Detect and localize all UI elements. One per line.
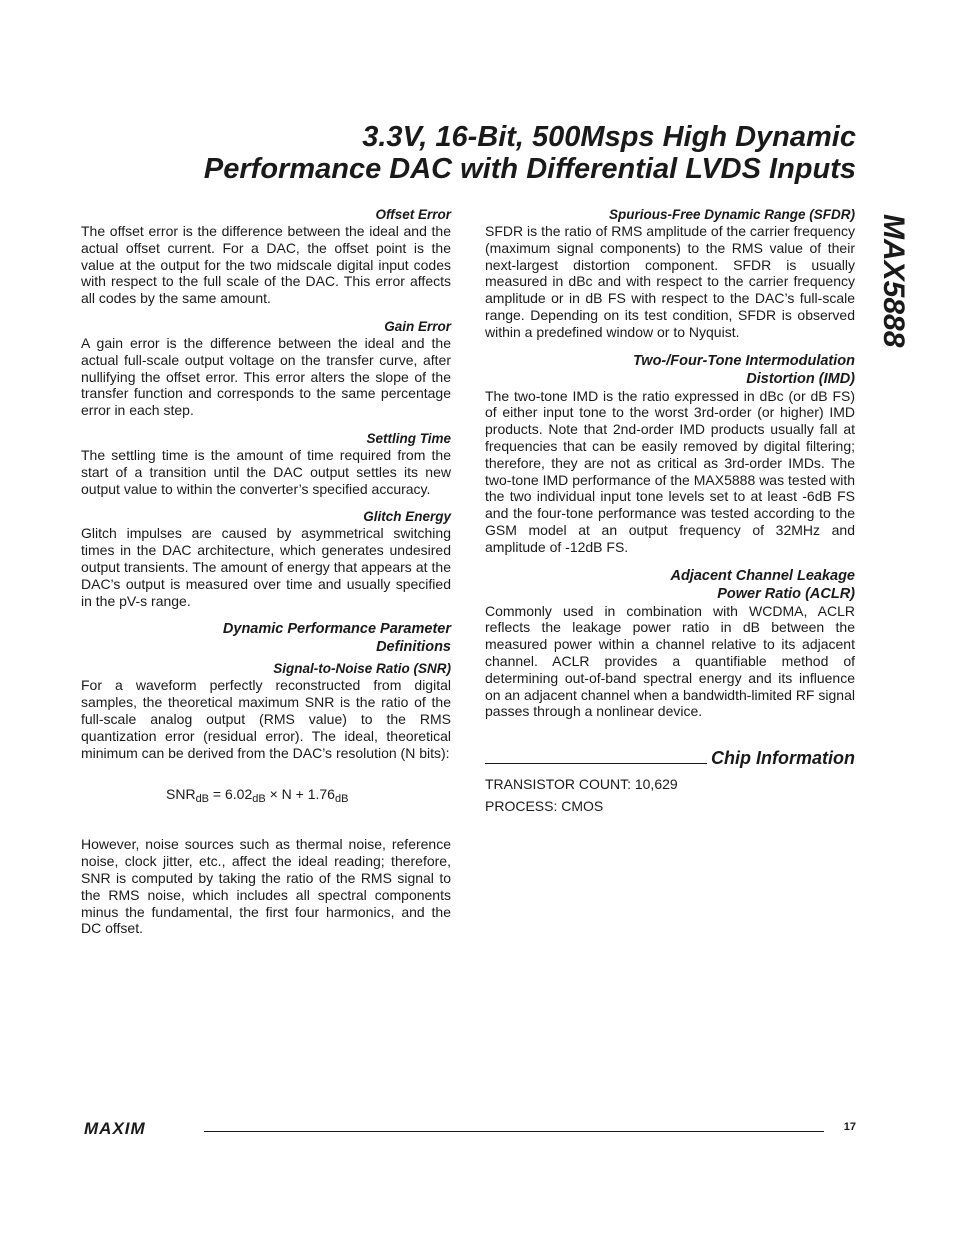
page-number: 17 <box>843 1121 856 1133</box>
svg-text:MAX5888: MAX5888 <box>877 214 910 348</box>
title-line-1: 3.3V, 16-Bit, 500Msps High Dynamic <box>362 121 856 153</box>
settling-time-text: The settling time is the amount of time required from the start of a transition until the DAC output settles its new output value to within the converter’s specified accuracy. <box>81 446 451 497</box>
imd-heading: Two-/Four-Tone Intermodulation Distortion (IMD) <box>632 352 855 387</box>
settling-time-heading: Settling Time <box>366 430 451 446</box>
sfdr-heading: Spurious-Free Dynamic Range (SFDR) <box>608 207 855 222</box>
gain-error-heading: Gain Error <box>384 318 451 334</box>
snr-heading: Signal-to-Noise Ratio (SNR) <box>273 661 451 677</box>
footer-rule <box>204 1131 824 1132</box>
process: PROCESS: CMOS <box>485 797 604 814</box>
snr-text: For a waveform perfectly reconstructed from digital samples, the theoretical maximum SNR is the ratio of the full-scale analog output (RMS value) to the RMS quantization error (residual error). The ideal, theoretical minimum can be derived from the DAC’s resolution (N bits): <box>81 677 451 761</box>
heading-rule <box>485 763 707 764</box>
snr-formula: $SNR_{dB} = 6.02_{dB} \times N + 1.76_{dB}$ <box>166 786 349 806</box>
maxim-logo-icon <box>84 1120 192 1136</box>
page-footer <box>84 1116 856 1146</box>
offset-error-text: The offset error is the difference between the ideal and the actual offset current. For a DAC, the offset point is the value at the output for the two midscale digital input codes with respect to the full scale of the DAC. This error affects all codes by the same amount. <box>81 223 451 307</box>
document-title <box>60 121 856 185</box>
part-number-side-tab <box>866 210 932 390</box>
chip-information-heading: Chip Information <box>711 748 855 769</box>
imd-text: The two-tone IMD is the ratio expressed in dBc (or dB FS) of either input tone to the worst 3rd-order (or higher) IMD products. Note that 2nd-order IMD products usually fall at frequencies that can be easily removed by digital filtering; therefore, they are not as critical as 3rd-order IMDs. The two-tone IMD performance of the MAX5888 was tested with the two individual input tone levels set to at least -6dB FS and the four-tone performance was tested according to the GSM model at an output frequency of 32MHz and amplitude of -12dB FS. <box>485 387 855 555</box>
aclr-heading: Adjacent Channel Leakage Power Ratio (ACLR) <box>670 567 855 602</box>
transistor-count: TRANSISTOR COUNT: 10,629 <box>485 776 678 793</box>
glitch-energy-text: Glitch impulses are caused by asymmetrical switching times in the DAC architecture, which generates undesired output transients. The amount of energy that appears at the DAC’s output is measured over time and usually specified in the pV-s range. <box>81 525 451 609</box>
sfdr-text: SFDR is the ratio of RMS amplitude of the carrier frequency (maximum signal components) to the RMS value of their next-largest distortion component. SFDR is usually measured in dBc and with respect to the carrier frequency amplitude or in dB FS with respect to the DAC’s full-scale range. Depending on its test condition, SFDR is observed within a predefined window or to Nyquist. <box>485 223 855 340</box>
dynamic-performance-heading: Dynamic Performance Parameter Definitions <box>222 621 451 656</box>
left-column <box>81 206 451 937</box>
aclr-text: Commonly used in combination with WCDMA, ACLR reflects the leakage power ratio in dB between the measured power within a channel relative to its adjacent channel. ACLR provides a quantifiable method of determining out-of-band spectral energy and its influence on an adjacent channel when a bandwidth-limited RF signal passes through a nonlinear device. <box>485 602 855 720</box>
offset-error-heading: Offset Error <box>375 207 451 222</box>
svg-text:MAXIM: MAXIM <box>84 1120 146 1136</box>
gain-error-text: A gain error is the difference between the ideal and the actual full-scale output voltage on the transfer curve, after nullifying the offset error. This error alters the slope of the transfer function and corresponds to the same percentage error in each step. <box>81 334 451 419</box>
right-column <box>485 206 855 820</box>
snr-text-2: However, noise sources such as thermal noise, reference noise, clock jitter, etc., affect the ideal reading; therefore, SNR is computed by taking the ratio of the RMS signal to the RMS noise, which includes all spectral components minus the fundamental, the first four harmonics, and the DC offset. <box>81 836 451 937</box>
chip-information-header <box>485 748 855 768</box>
title-line-2: Performance DAC with Differential LVDS Inputs <box>203 153 856 185</box>
part-number-vertical-text <box>866 210 932 390</box>
glitch-energy-heading: Glitch Energy <box>363 509 451 525</box>
